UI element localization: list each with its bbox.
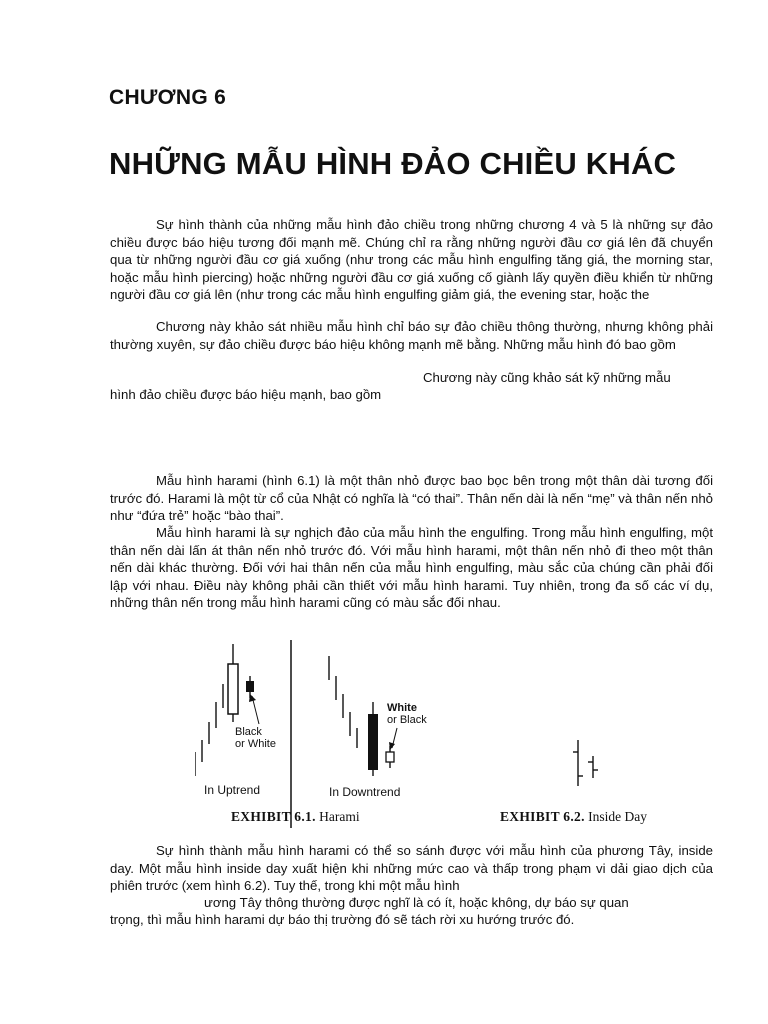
paragraph-6-line-5: trọng, thì mẫu hình harami dự báo thị trường đó sẽ tách rời xu hướng trước đó.: [110, 912, 575, 927]
uptrend-mother-candle: [228, 664, 238, 714]
exhibit-6-2-caption: EXHIBIT 6.2. Inside Day: [500, 809, 647, 824]
downtrend-arrowhead: [389, 742, 395, 750]
white-or-black-label: White or Black: [387, 702, 427, 726]
paragraph-6: Sự hình thành mẫu hình harami có thể so sánh được với mẫu hình của phương Tây, inside day. Một mẫu hình inside day xuất hiện khi những mức cao và thấp trong phạm vi dải giao dịch của phiên trước (xem hình 6.2). Tuy thế, trong khi một mẫu hình: [110, 843, 713, 894]
paragraph-3-line-2: hình đảo chiều được báo hiệu mạnh, bao gồm: [110, 387, 382, 402]
uptrend-label: In Uptrend: [204, 783, 261, 797]
paragraph-6-line-4: ương Tây thông thường được nghĩ là có ít, hoặc không, dự báo sự quan: [204, 895, 629, 910]
paragraph-2: Chương này khảo sát nhiều mẫu hình chỉ báo sự đảo chiều thông thường, nhưng không phải thường xuyên, sự đảo chiều được báo hiệu không mạnh mẽ bằng. Những mẫu hình đó bao gồm: [110, 319, 713, 352]
downtrend-child-candle: [386, 752, 394, 762]
uptrend-arrowhead: [249, 694, 256, 702]
downtrend-label: In Downtrend: [329, 785, 401, 799]
paragraph-3-line-1: Chương này cũng khảo sát kỹ những mẫu: [423, 370, 671, 385]
black-or-white-label: Black or White: [235, 726, 276, 750]
candlestick-figure: [195, 636, 695, 832]
paragraph-5: Mẫu hình harami là sự nghịch đảo của mẫu hình the engulfing. Trong mẫu hình engulfing, một thân nến dài lấn át thân nến nhỏ trước đó. Với mẫu hình harami, một thân nến nhỏ đi theo một thân nến dài khác thường. Đối với hai thân nến của mẫu hình engulfing, màu sắc của chúng cần phải đối lập với nhau. Điều này không phải cần thiết với mẫu hình harami. Tuy nhiên, trong đa số các ví dụ, những thân nến trong mẫu hình harami cũng có màu sắc đối nhau.: [110, 525, 713, 611]
downtrend-mother-candle: [368, 714, 378, 770]
exhibit-6-1-caption: EXHIBIT 6.1. Harami: [231, 809, 360, 824]
chapter-title: NHỮNG MẪU HÌNH ĐẢO CHIỀU KHÁC: [109, 146, 677, 181]
paragraph-1: Sự hình thành của những mẫu hình đảo chiều trong những chương 4 và 5 là những sự đảo chiều được báo hiệu tương đối mạnh mẽ. Chúng chỉ ra rằng những người đầu cơ giá lên đã chuyển qua từ những người đầu cơ giá xuống (như trong các mẫu hình engulfing tăng giá, the morning star, hoặc mẫu hình piercing) hoặc những người đầu cơ giá xuống cố giành lấy quyền điều khiển từ những người đầu cơ giá lên (như trong các mẫu hình engulfing giảm giá, the evening star, hoặc the: [110, 217, 713, 303]
paragraph-4: Mẫu hình harami (hình 6.1) là một thân nhỏ được bao bọc bên trong một thân dài tương đối trước đó. Harami là một từ cổ của Nhật có nghĩa là “có thai”. Thân nến dài là nến “mẹ” và thân nến nhỏ như “đứa trẻ” hoặc “bào thai”.: [110, 473, 713, 524]
uptrend-child-candle: [246, 681, 254, 692]
chapter-heading: CHƯƠNG 6: [109, 86, 227, 109]
